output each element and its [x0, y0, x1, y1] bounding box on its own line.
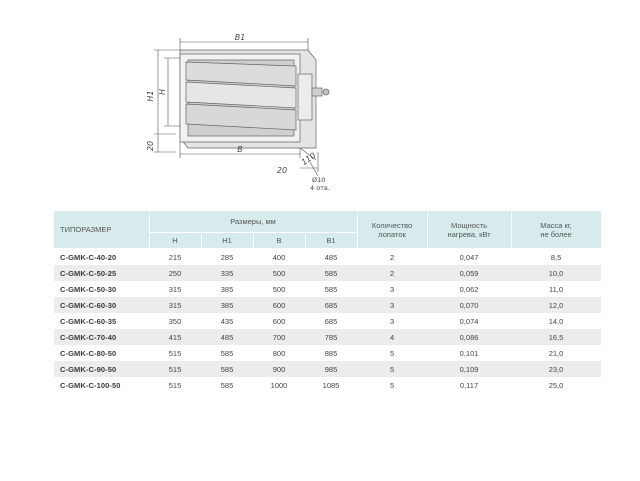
cell-b1: 485 — [324, 252, 338, 262]
table-row — [54, 377, 601, 393]
cell-power: 0,059 — [427, 265, 511, 281]
label-20-bottom: 20 — [276, 166, 288, 175]
cell-mass: 10,0 — [511, 265, 601, 281]
header-b: B — [253, 233, 305, 249]
damper-schematic — [140, 30, 360, 195]
cell-b: 400 — [272, 252, 286, 262]
cell-blades: 3 — [389, 284, 395, 294]
header-blades — [357, 211, 427, 249]
header-blades-line1: Количество — [371, 220, 413, 230]
cell-mass: 14,0 — [548, 316, 564, 326]
header-b1: B1 — [305, 233, 357, 249]
cell-h: 515 — [149, 361, 201, 377]
cell-h: 515 — [168, 380, 182, 390]
cell-blades: 3 — [357, 297, 427, 313]
cell-power: 0,117 — [459, 380, 479, 390]
cell-h: 515 — [168, 348, 182, 358]
table-row — [54, 265, 601, 281]
cell-b1: 585 — [305, 265, 357, 281]
table-row — [54, 281, 601, 297]
cell-blades: 5 — [389, 380, 395, 390]
cell-h1: 285 — [220, 252, 234, 262]
cell-b1: 1085 — [322, 380, 340, 390]
cell-mass: 21,0 — [548, 348, 564, 358]
label-20-left: 20 — [146, 140, 155, 152]
cell-power: 0,062 — [459, 284, 479, 294]
cell-b1: 685 — [305, 297, 357, 313]
label-b: B — [237, 145, 243, 154]
cell-b: 600 — [253, 297, 305, 313]
cell-b: 800 — [272, 348, 286, 358]
damper-drawing — [140, 30, 360, 195]
cell-b: 500 — [272, 284, 286, 294]
cell-blades: 5 — [357, 361, 427, 377]
cell-mass: 12,0 — [511, 297, 601, 313]
cell-blades: 2 — [389, 252, 395, 262]
table-row — [54, 313, 601, 329]
header-power — [427, 211, 511, 249]
label-hole-diameter: Ø10 — [312, 176, 326, 184]
label-hole-count: 4 отв. — [310, 184, 330, 192]
cell-power: 0,101 — [459, 348, 479, 358]
cell-mass: 11,0 — [549, 284, 564, 294]
cell-h1: 585 — [220, 380, 234, 390]
header-h1: H1 — [201, 233, 253, 249]
label-110: 110 — [299, 150, 318, 168]
cell-b: 700 — [253, 329, 305, 345]
cell-b1: 585 — [324, 284, 338, 294]
cell-h1: 585 — [220, 348, 234, 358]
cell-model: C-GMK-C-60-30 — [54, 297, 149, 313]
cell-h: 250 — [149, 265, 201, 281]
cell-b1: 885 — [324, 348, 338, 358]
cell-power: 0,086 — [427, 329, 511, 345]
label-b1: B1 — [234, 33, 246, 42]
header-mass-line1: Масса кг, — [540, 220, 572, 230]
cell-model: C-GMK-C-100-50 — [60, 380, 121, 390]
cell-power: 0,109 — [427, 361, 511, 377]
cell-h: 315 — [149, 297, 201, 313]
cell-b: 500 — [253, 265, 305, 281]
cell-b1: 985 — [305, 361, 357, 377]
cell-h: 315 — [168, 284, 182, 294]
cell-h1: 485 — [201, 329, 253, 345]
cell-blades: 5 — [389, 348, 395, 358]
header-h: H — [149, 233, 201, 249]
spec-table — [54, 211, 602, 393]
label-h: H — [158, 88, 167, 96]
header-mass — [511, 211, 601, 249]
label-h1: H1 — [146, 90, 155, 102]
cell-b1: 785 — [305, 329, 357, 345]
table-row — [54, 345, 601, 361]
header-mass-line2: не более — [540, 229, 572, 239]
cell-model: C-GMK-C-50-25 — [54, 265, 149, 281]
cell-b: 900 — [253, 361, 305, 377]
table-row — [54, 329, 601, 345]
cell-model: C-GMK-C-60-35 — [60, 316, 117, 326]
cell-blades: 3 — [389, 316, 395, 326]
header-blades-line2: лопаток — [378, 229, 406, 239]
header-power-line2: нагрева, кВт — [447, 229, 491, 239]
cell-model: C-GMK-C-90-50 — [54, 361, 149, 377]
header-dimensions: Размеры, мм — [149, 211, 357, 233]
cell-b: 1000 — [270, 380, 288, 390]
cell-h: 215 — [168, 252, 182, 262]
cell-h1: 435 — [220, 316, 234, 326]
cell-b1: 685 — [324, 316, 338, 326]
cell-b: 600 — [272, 316, 286, 326]
table-row — [54, 361, 601, 377]
table-row — [54, 297, 601, 313]
cell-mass: 16,5 — [511, 329, 601, 345]
cell-h: 415 — [149, 329, 201, 345]
cell-h1: 385 — [220, 284, 234, 294]
cell-mass: 23,0 — [511, 361, 601, 377]
cell-model: C-GMK-C-40-20 — [60, 252, 117, 262]
cell-mass: 8,5 — [550, 252, 562, 262]
cell-mass: 25,0 — [548, 380, 564, 390]
cell-blades: 4 — [357, 329, 427, 345]
table-row — [54, 249, 601, 266]
cell-model: C-GMK-C-80-50 — [60, 348, 117, 358]
cell-power: 0,047 — [459, 252, 479, 262]
cell-h1: 385 — [201, 297, 253, 313]
cell-model: C-GMK-C-50-30 — [60, 284, 117, 294]
header-type: ТИПОРАЗМЕР — [54, 211, 149, 249]
cell-h1: 335 — [201, 265, 253, 281]
cell-power: 0,070 — [427, 297, 511, 313]
cell-power: 0,074 — [459, 316, 479, 326]
cell-h1: 585 — [201, 361, 253, 377]
header-power-line1: Мощность — [450, 220, 488, 230]
cell-model: C-GMK-C-70-40 — [54, 329, 149, 345]
cell-h: 350 — [168, 316, 182, 326]
cell-blades: 2 — [357, 265, 427, 281]
